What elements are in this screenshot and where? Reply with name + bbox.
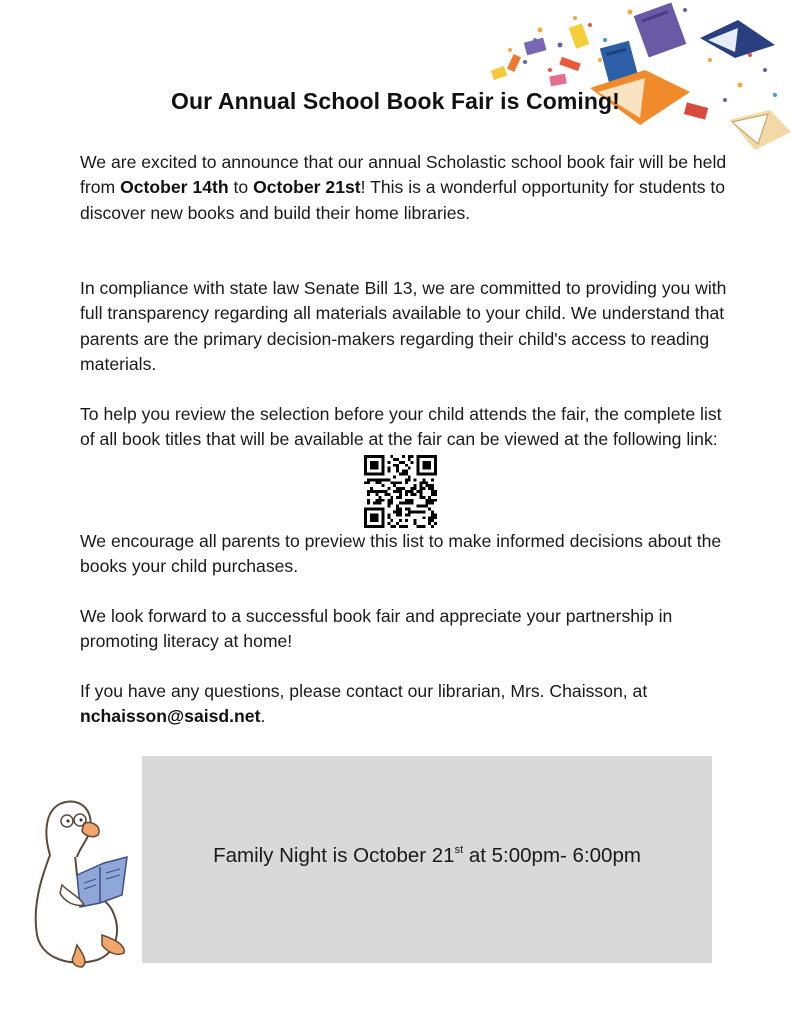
start-date: October 14th: [120, 177, 229, 198]
contact-text-a: If you have any questions, please contact our librarian, Mrs. Chaisson, at: [80, 681, 648, 701]
review-paragraph: To help you review the selection before your child attends the fair, the complete list of all book titles that will be available at the fair can be viewed at the following link:: [80, 404, 722, 450]
contact-paragraph: [80, 679, 730, 730]
flying-books-icon: [480, 0, 791, 160]
appreciation-paragraph: We look forward to a successful book fair and appreciate your partnership in promoting literacy at home!: [80, 606, 673, 652]
goose-reading-icon: [22, 795, 137, 975]
contact-text-b: .: [260, 706, 266, 727]
compliance-paragraph: In compliance with state law Senate Bill 13, we are committed to providing you with full transparency regarding all materials available to your child. We understand that parents are the primary decision-makers regarding their child's access to reading materials.: [80, 278, 727, 374]
preview-paragraph: We encourage all parents to preview this list to make informed decisions about the books your child purchases.: [80, 531, 722, 577]
family-night-box: [142, 756, 712, 963]
intro-text-b: to: [228, 177, 254, 198]
family-night-text-b: at 5:00pm- 6:00pm: [463, 844, 641, 867]
family-night-text-a: Family Night is October 21: [213, 844, 455, 867]
intro-text-a: We are excited to announce that our annual Scholastic school book fair will be held from: [80, 152, 727, 198]
family-night-text: [142, 844, 712, 868]
qr-code-icon[interactable]: [364, 455, 437, 528]
end-date: October 21st: [253, 177, 361, 198]
intro-text-c: ! This is a wonderful opportunity for students to discover new books and build their home libraries.: [80, 177, 726, 223]
librarian-email[interactable]: nchaisson@saisd.net: [80, 706, 261, 727]
page-title: Our Annual School Book Fair is Coming!: [171, 88, 620, 114]
intro-paragraph: [80, 150, 730, 226]
family-night-ordinal: st: [454, 844, 464, 856]
